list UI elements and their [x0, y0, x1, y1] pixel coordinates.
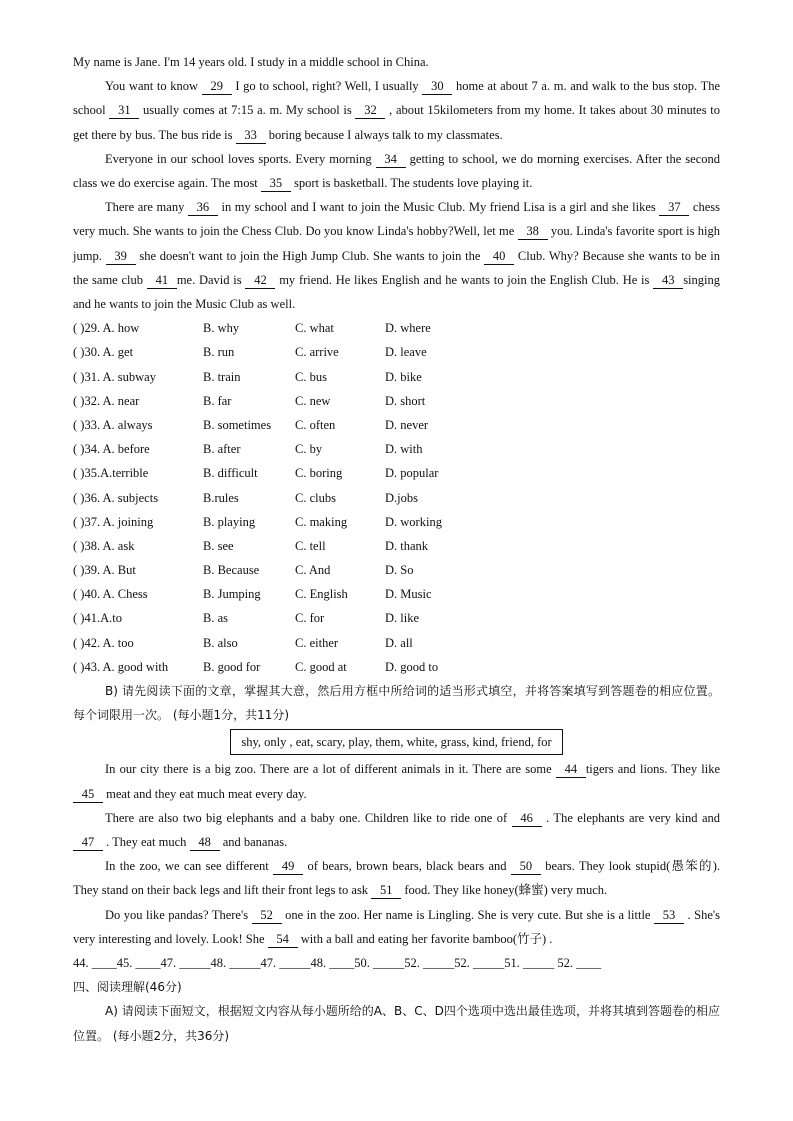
passage-text: . They eat much [103, 835, 190, 850]
answer-blank[interactable]: 38 [518, 223, 548, 240]
answer-blank[interactable]: 39 [106, 248, 136, 265]
question-row [73, 389, 720, 413]
answer-blank[interactable]: 34 [376, 151, 406, 168]
option-c[interactable]: C. for [295, 611, 325, 626]
question-row [73, 486, 720, 510]
answer-blank[interactable]: 46 [512, 810, 542, 827]
answer-blank[interactable]: 50 [511, 858, 541, 875]
question-stem-option-a[interactable]: ( )35.A.terrible [73, 466, 149, 481]
question-row [73, 340, 720, 364]
option-b[interactable]: B. run [203, 345, 235, 360]
question-row [73, 631, 720, 655]
passage-text: chess very much. She wants to join the Chess Club. Do you know Linda's hobby?Well, let me [73, 200, 720, 239]
option-d[interactable]: D. all [385, 635, 413, 650]
answer-blank[interactable]: 33 [236, 127, 266, 144]
answer-blank[interactable]: 37 [659, 199, 689, 216]
passage-text: In the zoo, we can see different [105, 859, 274, 874]
word-box: shy, only , eat, scary, play, them, white, grass, kind, friend, for [230, 729, 562, 755]
passage-b-para-2 [73, 806, 720, 854]
option-d[interactable]: D. thank [385, 538, 429, 553]
option-c[interactable]: C. English [295, 587, 348, 602]
answer-blank[interactable]: 51 [371, 882, 401, 899]
question-stem-option-a[interactable]: ( )37. A. joining [73, 514, 154, 529]
question-row [73, 365, 720, 389]
option-b[interactable]: B. Because [203, 563, 260, 578]
passage-a-para-3 [73, 147, 720, 195]
option-b[interactable]: B. after [203, 442, 241, 457]
passage-text: in my school and I want to join the Music Club. My friend Lisa is a girl and she likes [217, 200, 660, 215]
option-d[interactable]: D. So [385, 563, 414, 578]
passage-a-para-2 [73, 74, 720, 147]
question-stem-option-a[interactable]: ( )43. A. good with [73, 659, 169, 674]
option-c[interactable]: C. good at [295, 659, 347, 674]
passage-text: food. They like honey(蜂蜜) very much. [401, 883, 608, 898]
question-list [73, 316, 720, 679]
question-row [73, 316, 720, 340]
passage-b-para-3 [73, 854, 720, 902]
passage-text: boring because I always talk to my classmates. [265, 127, 503, 142]
answer-blank[interactable]: 54 [268, 931, 298, 948]
answer-blank[interactable]: 52 [252, 907, 282, 924]
option-b[interactable]: B. why [203, 321, 240, 336]
passage-a-para-4 [73, 195, 720, 316]
passage-b-para-1 [73, 757, 720, 805]
passage-text: sport is basketball. The students love playing it. [290, 176, 533, 191]
question-stem-option-a[interactable]: ( )36. A. subjects [73, 490, 159, 505]
question-row [73, 655, 720, 679]
option-c[interactable]: C. boring [295, 466, 343, 481]
section-4-heading: 四、阅读理解(46分) [73, 980, 182, 995]
passage-text: bears. They look stupid(愚笨的). They stand on their back legs and lift their front legs to ask [73, 859, 720, 898]
section-4a-instruction: A) 请阅读下面短文，根据短文内容从每小题所给的A、B、C、D四个选项中选出最佳选项，并将其填到答题卷的相应位置。 (每小题2分，共36分) [73, 1004, 720, 1043]
passage-text: , about 15kilometers from my home. It takes about 30 minutes to get there by bus. The bus ride is [73, 103, 720, 142]
answer-blank[interactable]: 32 [355, 102, 385, 119]
option-d[interactable]: D. with [385, 442, 423, 457]
worksheet-content [73, 50, 720, 1048]
option-d[interactable]: D. Music [385, 587, 432, 602]
question-row [73, 413, 720, 437]
answer-blank[interactable]: 31 [109, 102, 139, 119]
answer-blank[interactable]: 44 [556, 761, 586, 778]
section-b-instruction: B) 请先阅读下面的文章，掌握其大意，然后用方框中所给词的适当形式填空，并将答案填写到答题卷的相应位置。每个词限用一次。 (每小题1分，共11分) [73, 684, 720, 723]
option-d[interactable]: D.jobs [385, 490, 418, 505]
passage-text: There are many [105, 200, 188, 215]
passage-text: Do you like pandas? There's [105, 907, 252, 922]
option-d[interactable]: D. popular [385, 466, 439, 481]
question-row [73, 558, 720, 582]
option-b[interactable]: B. see [203, 538, 234, 553]
question-stem-option-a[interactable]: ( )30. A. get [73, 345, 134, 360]
answer-blank[interactable]: 43 [653, 272, 683, 289]
option-d[interactable]: D. good to [385, 659, 439, 674]
answer-blanks-line[interactable]: 44. ____45. ____47. _____48. _____47. _____48. ____50. _____52. _____52. _____51. _____ 52. ____ [73, 956, 602, 971]
question-stem-option-a[interactable]: ( )32. A. near [73, 393, 140, 408]
passage-text: . The elephants are very kind and [541, 810, 721, 825]
answer-blank[interactable]: 35 [261, 175, 291, 192]
answer-blank[interactable]: 49 [273, 858, 303, 875]
answer-blank[interactable]: 42 [245, 272, 275, 289]
question-stem-option-a[interactable]: ( )40. A. Chess [73, 587, 148, 602]
option-c[interactable]: C. And [295, 563, 331, 578]
question-stem-option-a[interactable]: ( )31. A. subway [73, 369, 156, 384]
option-c[interactable]: C. what [295, 321, 334, 336]
question-stem-option-a[interactable]: ( )42. A. too [73, 635, 134, 650]
passage-text: There are also two big elephants and a baby one. Children like to ride one of [105, 810, 512, 825]
option-d[interactable]: D. never [385, 417, 429, 432]
option-c[interactable]: C. often [295, 417, 336, 432]
option-b[interactable]: B. difficult [203, 466, 258, 481]
passage-text: In our city there is a big zoo. There are a lot of different animals in it. There are some [105, 762, 556, 777]
question-stem-option-a[interactable]: ( )41.A.to [73, 611, 122, 626]
passage-text: . She's very interesting and lovely. Look! She [73, 907, 720, 946]
answer-blank[interactable]: 29 [202, 78, 232, 95]
option-d[interactable]: D. like [385, 611, 420, 626]
answer-blank[interactable]: 53 [654, 907, 684, 924]
question-row [73, 437, 720, 461]
word-box-wrapper [73, 727, 720, 757]
passage-a-intro: My name is Jane. I'm 14 years old. I study in a middle school in China. [73, 55, 429, 69]
passage-text: and bananas. [219, 835, 288, 850]
question-row [73, 582, 720, 606]
answer-blank[interactable]: 47 [73, 834, 103, 851]
question-row [73, 461, 720, 485]
option-c[interactable]: C. by [295, 442, 323, 457]
question-stem-option-a[interactable]: ( )34. A. before [73, 442, 150, 457]
option-c[interactable]: C. bus [295, 369, 327, 384]
option-b[interactable]: B. far [203, 393, 232, 408]
question-stem-option-a[interactable]: ( )39. A. But [73, 563, 136, 578]
option-b[interactable]: B. playing [203, 514, 256, 529]
passage-text: usually comes at 7:15 a. m. My school is [139, 103, 356, 118]
passage-text: getting to school, we do morning exercises. After the second class we do exercise again. The most [73, 151, 721, 191]
option-d[interactable]: D. short [385, 393, 426, 408]
passage-text: Club. Why? Because she wants to be in the same club [73, 248, 720, 287]
option-d[interactable]: D. working [385, 514, 442, 529]
passage-text: Everyone in our school loves sports. Every morning [105, 151, 376, 166]
passage-text: of bears, brown bears, black bears and [303, 859, 511, 874]
passage-text: with a ball and eating her favorite bamboo(竹子) . [297, 931, 553, 946]
option-c[interactable]: C. either [295, 635, 339, 650]
option-c[interactable]: C. making [295, 514, 348, 529]
option-b[interactable]: B. as [203, 611, 228, 626]
answer-blank[interactable]: 40 [484, 248, 514, 265]
answer-blank[interactable]: 48 [190, 834, 220, 851]
answer-blank[interactable]: 30 [422, 78, 452, 95]
option-c[interactable]: C. arrive [295, 345, 339, 360]
option-d[interactable]: D. bike [385, 369, 422, 384]
passage-text: You want to know [105, 79, 202, 94]
question-stem-option-a[interactable]: ( )38. A. ask [73, 538, 135, 553]
passage-text: singing and he wants to join the Music Club as well. [73, 272, 720, 312]
question-row [73, 606, 720, 630]
option-b[interactable]: B. train [203, 369, 241, 384]
passage-text: I go to school, right? Well, I usually [231, 79, 423, 94]
option-d[interactable]: D. where [385, 321, 431, 336]
passage-text: home at about 7 a. m. and walk to the bus stop. The school [73, 79, 721, 118]
passage-text: tigers and lions. They like [585, 762, 720, 777]
question-row [73, 534, 720, 558]
option-b[interactable]: B. sometimes [203, 417, 272, 432]
question-row [73, 510, 720, 534]
option-c[interactable]: C. tell [295, 538, 326, 553]
option-b[interactable]: B. good for [203, 659, 261, 674]
option-c[interactable]: C. new [295, 393, 331, 408]
answer-blank[interactable]: 41 [147, 272, 177, 289]
passage-text: me. David is [176, 272, 246, 287]
passage-text: my friend. He likes English and he wants to join the English Club. He is [275, 272, 654, 287]
question-stem-option-a[interactable]: ( )29. A. how [73, 321, 140, 336]
option-b[interactable]: B.rules [203, 490, 239, 505]
answer-blank[interactable]: 45 [73, 786, 103, 803]
answer-blank[interactable]: 36 [188, 199, 218, 216]
option-b[interactable]: B. also [203, 635, 238, 650]
passage-b-para-4 [73, 903, 720, 951]
option-c[interactable]: C. clubs [295, 490, 336, 505]
passage-text: you. Linda's favorite sport is high jump. [73, 224, 720, 263]
passage-text: meat and they eat much meat every day. [103, 786, 307, 801]
passage-text: one in the zoo. Her name is Lingling. She is very cute. But she is a little [281, 907, 654, 922]
passage-text: she doesn't want to join the High Jump Club. She wants to join the [135, 248, 485, 263]
option-b[interactable]: B. Jumping [203, 587, 261, 602]
question-stem-option-a[interactable]: ( )33. A. always [73, 417, 153, 432]
option-d[interactable]: D. leave [385, 345, 427, 360]
